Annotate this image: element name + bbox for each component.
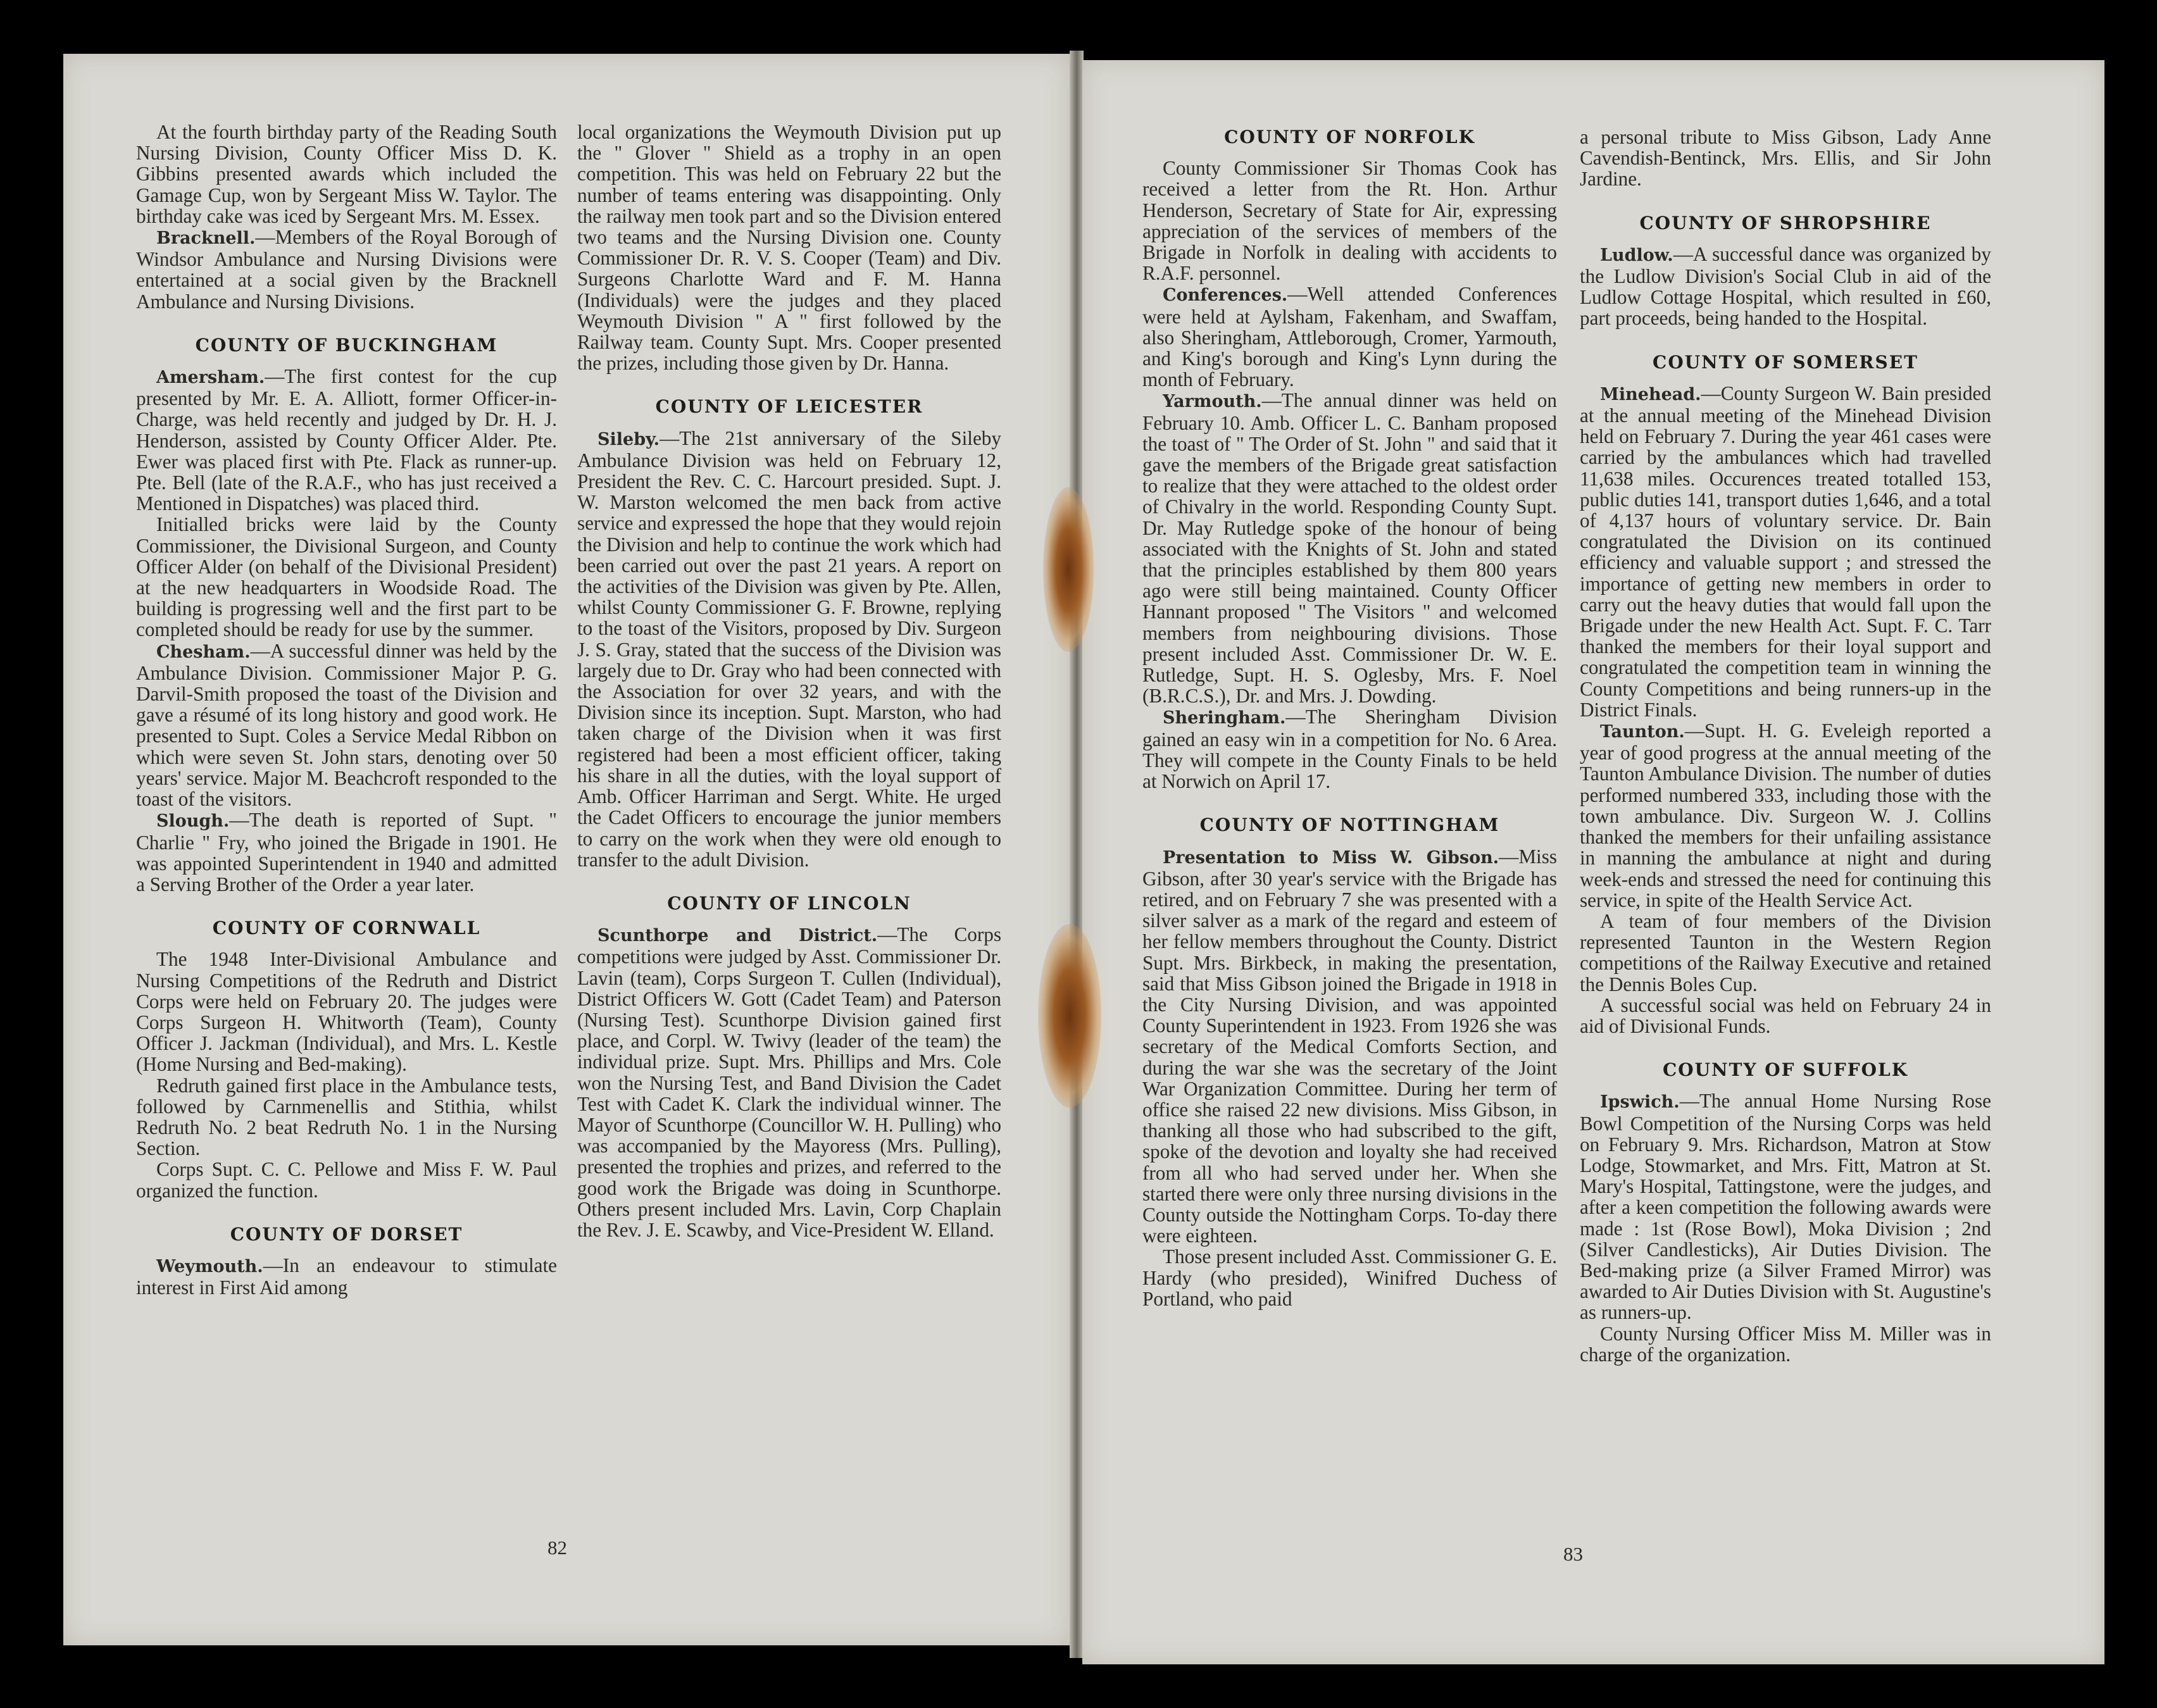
scunthorpe-paragraph: [577, 924, 1001, 1240]
conferences-heading: Conferences.: [1163, 285, 1288, 306]
weymouth-text: —In an endeavour to stimulate interest in First Aid among: [136, 1254, 557, 1299]
scunthorpe-heading: Scunthorpe and District.: [597, 926, 878, 946]
conferences-paragraph: [1142, 284, 1557, 390]
reading-paragraph: At the fourth birthday party of the Reading South Nursing Division, County Officer Miss D. K. Gibbins presented awards which included the Gamage Cup, won by Sergeant Miss W. Taylor. The birthday cake was iced by Sergeant Mrs. M. Essex.: [136, 121, 557, 227]
taunton-paragraph: [1580, 720, 1991, 911]
weymouth-paragraph: [136, 1255, 557, 1298]
page-number-left: 82: [547, 1537, 567, 1559]
heading-somerset: COUNTY OF SOMERSET: [1653, 351, 1918, 373]
left-page-column-2: [577, 122, 1001, 1240]
norfolk-paragraph: County Commissioner Sir Thomas Cook has received a letter from the Rt. Hon. Arthur Henderson, Secretary of State for Air, expressing appreciation of the services of members of the Brigade in Norfolk in dealing with accidents to R.A.F. personnel.: [1142, 157, 1557, 285]
amersham-heading: Amersham.: [156, 368, 265, 388]
heading-norfolk: COUNTY OF NORFOLK: [1224, 127, 1475, 147]
heading-buckingham: COUNTY OF BUCKINGHAM: [195, 334, 498, 356]
initialled-paragraph: Initialled bricks were laid by the County Commissioner, the Divisional Surgeon, and County Officer Alder (on behalf of the Divisional President) at the new headquarters in Woodside Road. The building is progressing well and the first part to be completed should be ready for use by the summer.: [136, 513, 557, 641]
heading-suffolk: COUNTY OF SUFFOLK: [1662, 1059, 1909, 1081]
heading-leicester: COUNTY OF LEICESTER: [655, 396, 923, 418]
yarmouth-paragraph: [1142, 390, 1557, 706]
yarmouth-heading: Yarmouth.: [1163, 392, 1262, 412]
right-page-column-2: [1580, 127, 1991, 1365]
cornwall-paragraph-1: The 1948 Inter-Divisional Ambulance and Nursing Competitions of the Redruth and District Corps were held on February 20. The judges were Corps Surgeon H. Whitworth (Team), County Officer J. Jackman (Individual), and Mrs. L. Kestle (Home Nursing and Bed-making).: [136, 948, 557, 1076]
ipswich-heading: Ipswich.: [1600, 1092, 1680, 1113]
taunton-heading: Taunton.: [1600, 722, 1685, 742]
presentation-heading: Presentation to Miss W. Gibson.: [1163, 847, 1499, 868]
heading-shropshire: COUNTY OF SHROPSHIRE: [1639, 212, 1932, 234]
bracknell-heading: Bracknell.: [156, 228, 256, 249]
slough-paragraph: [136, 809, 557, 895]
slough-heading: Slough.: [156, 811, 230, 832]
yarmouth-text: —The annual dinner was held on February 10. Amb. Officer L. C. Banham proposed the toast of " The Order of St. John " and said that it gave the members of the Brigade great satisfaction to realize that they were attached to the oldest order of Chivalry in the world. Responding County Supt. Dr. May Rutledge spoke of the honour of being associated with the Knights of St. John and stated that the principles established by them 800 years ago were still being maintained. County Officer Hannant proposed " The Visitors " and welcomed members from neighbouring divisions. Those present included Asst. Commissioner Dr. W. E. Rutledge, Supt. H. S. Oglesby, Mrs. F. Noel (B.R.C.S.), Dr. and Mrs. J. Dowding.: [1142, 389, 1557, 708]
ipswich-paragraph: [1580, 1090, 1991, 1323]
sileby-heading: Sileby.: [597, 429, 660, 449]
dorset-continuation: local organizations the Weymouth Division put up the " Glover " Shield as a trophy in an open competition. This was held on February 22 but the number of teams entering was disappointing. Only the railway men took part and so the Division entered two teams and the Nursing Division one. County Commissioner Dr. R. V. S. Cooper (Team) and Div. Surgeons Charlotte Ward and F. M. Hanna (Individuals) were the judges and they placed Weymouth Division " A " first followed by the Railway team. County Supt. Mrs. Cooper presented the prizes, including those given by Dr. Hanna.: [577, 121, 1001, 375]
presentation-paragraph: [1142, 846, 1557, 1247]
chesham-text: —A successful dinner was held by the Ambulance Division. Commissioner Major P. G. Darvil-Smith proposed the toast of the Division and gave a résumé of its long history and good work. He presented to Supt. Coles a Service Medal Ribbon on which were seven St. John stars, denoting over 50 years' service. Major M. Beachcroft responded to the toast of the visitors.: [136, 639, 557, 811]
conferences-text: —Well attended Conferences were held at Aylsham, Fakenham, and Swaffam, also Sheringham, Attleborough, Cromer, Yarmouth, and King's borough and King's Lynn during the month of February.: [1142, 283, 1557, 391]
sheringham-heading: Sheringham.: [1163, 708, 1286, 728]
bracknell-paragraph: [136, 227, 557, 312]
sheringham-paragraph: [1142, 706, 1557, 792]
scunthorpe-text: —The Corps competitions were judged by Asst. Commissioner Dr. Lavin (team), Corps Surgeon T. Cullen (Individual), District Officers W. Gott (Cadet Team) and Paterson (Nursing Test). Scunthorpe Division gained first place, and Corpl. W. Twivy (leader of the team) the individual prize. Supt. Mrs. Phillips and Mrs. Cole won the Nursing Test, and Band Division the Cadet Test with Cadet K. Clark the individual winner. The Mayor of Scunthorpe (Councillor W. H. Pulling) who was accompanied by the Mayoress (Mrs. Pulling), presented the trophies and prizes, and referred to the good work the Brigade was doing in Scunthorpe. Others present included Mrs. Lavin, Corp Chaplain the Rev. J. E. Scawby, and Vice-President W. Elland.: [577, 923, 1001, 1241]
minehead-paragraph: [1580, 383, 1991, 720]
ipswich-text: —The annual Home Nursing Rose Bowl Competition of the Nursing Corps was held on February 9. Mrs. Richardson, Matron at Stow Lodge, Stowmarket, and Mrs. Fitt, Matron at St. Mary's Hospital, Tattingstone, were the judges, and after a keen competition the following awards were made : 1st (Rose Bowl), Moka Division ; 2nd (Silver Candlesticks), Air Duties Division. The Bed-making prize (a Silver Framed Mirror) was awarded to Air Duties Division with St. Augustine's as runners-up.: [1580, 1090, 1991, 1324]
sileby-paragraph: [577, 428, 1001, 870]
ludlow-text: —A successful dance was organized by the Ludlow Division's Social Club in aid of the Ludlow Cottage Hospital, which resulted in £60, part proceeds, being handed to the Hospital.: [1580, 242, 1991, 330]
sheringham-text: —The Sheringham Division gained an easy win in a competition for No. 6 Area. They will compete in the County Finals to be held at Norwich on April 17.: [1142, 706, 1557, 793]
amersham-paragraph: [136, 366, 557, 514]
right-page-column-1: [1142, 127, 1557, 1309]
presentation-text: —Miss Gibson, after 30 year's service with the Brigade has retired, and on February 7 she was presented with a silver salver as a mark of the regard and esteem of her fellow members throughout the County. District Supt. Mrs. Birkbeck, in making the presentation, said that Miss Gibson joined the Brigade in 1918 in the City Nursing Division, and was appointed County Superintendent in 1923. From 1926 she was secretary of the Medical Comforts Section, and during the war she was the secretary of the Joint War Organization Committee. During her term of office she raised 22 new divisions. Miss Gibson, in thanking all those who had subscribed to the gift, spoke of the devotion and loyalty she had received from all who had served under her. When she started there were only three nursing divisions in the County outside the Nottingham Corps. To-day there were eighteen.: [1142, 845, 1557, 1247]
ludlow-heading: Ludlow.: [1600, 245, 1673, 265]
rust-stain-upper: [1043, 487, 1094, 652]
heading-nottingham: COUNTY OF NOTTINGHAM: [1199, 814, 1500, 836]
chesham-heading: Chesham.: [156, 642, 251, 662]
minehead-text: —County Surgeon W. Bain presided at the annual meeting of the Minehead Division held on February 7. During the year 461 cases were carried by the ambulances which had travelled 11,638 miles. Occurences treated totalled 153, public duties 141, transport duties 1,646, and a total of 4,137 hours of voluntary service. Dr. Bain congratulated the Division on its continued efficiency and valuable support ; and stressed the importance of getting new members in order to carry out the heavy duties that would fall upon the Brigade under the new Health Act. Supt. F. C. Tarr thanked the members for their loyal support and congratulated the competition team in winning the County Competitions and being runners-up in the District Finals.: [1580, 382, 1991, 721]
weymouth-heading: Weymouth.: [156, 1256, 263, 1276]
heading-lincoln: COUNTY OF LINCOLN: [667, 892, 911, 914]
rust-stain-lower: [1038, 924, 1101, 1107]
suffolk-paragraph-2: County Nursing Officer Miss M. Miller was in charge of the organization.: [1580, 1322, 1991, 1366]
heading-cornwall: COUNTY OF CORNWALL: [212, 918, 481, 939]
slough-text: —The death is reported of Supt. " Charlie " Fry, who joined the Brigade in 1901. He was appointed Superintendent in 1940 and admitted a Serving Brother of the Order a year later.: [136, 809, 557, 895]
taunton-paragraph-2: A team of four members of the Division represented Taunton in the Western Region competitions of the Railway Executive and retained the Dennis Boles Cup.: [1580, 909, 1991, 995]
taunton-paragraph-3: A successful social was held on February 24 in aid of Divisional Funds.: [1580, 994, 1991, 1037]
nottingham-continuation: a personal tribute to Miss Gibson, Lady Anne Cavendish-Bentinck, Mrs. Ellis, and Sir John Jardine.: [1580, 126, 1991, 190]
amersham-text: —The first contest for the cup presented by Mr. E. A. Alliott, former Officer-in-Charge, was held recently and judged by Dr. H. J. Henderson, assisted by County Officer Alder. Pte. Ewer was placed first with Pte. Flack as runner-up. Pte. Bell (late of the R.A.F., who has just received a Mentioned in Dispatches) was placed third.: [136, 365, 557, 515]
heading-dorset: COUNTY OF DORSET: [230, 1223, 463, 1245]
sileby-text: —The 21st anniversary of the Sileby Ambulance Division was held on February 12, President the Rev. C. C. Harcourt presided. Supt. J. W. Marston welcomed the men back from active service and expressed the hope that they would rejoin the Division and help to continue the work which had been carried out over the past 21 years. A report on the activities of the Division was given by Pte. Allen, whilst County Commissioner G. F. Browne, replying to the toast of the Visitors, proposed by Div. Surgeon J. S. Gray, stated that the success of the Division was largely due to Dr. Gray who had been connected with the Association for over 32 years, and with the Division since its inception. Supt. Marston, who had taken charge of the Division when it was first registered had been a most efficient officer, taking his share in all the duties, with the loyal support of Amb. Officer Harriman and Sergt. White. He urged the Cadet Officers to encourage the junior members to carry on the work when they were old enough to transfer to the adult Division.: [577, 427, 1001, 871]
minehead-heading: Minehead.: [1600, 384, 1701, 404]
page-number-right: 83: [1563, 1543, 1583, 1565]
binding-gutter: [1070, 51, 1084, 1658]
cornwall-paragraph-3: Corps Supt. C. C. Pellowe and Miss F. W. Paul organized the function.: [136, 1158, 557, 1202]
left-page-column-1: [136, 122, 557, 1298]
ludlow-paragraph: [1580, 244, 1991, 329]
those-present-paragraph: Those present included Asst. Commissioner G. E. Hardy (who presided), Winifred Duchess of Portland, who paid: [1142, 1245, 1557, 1310]
taunton-text: —Supt. H. G. Eveleigh reported a year of good progress at the annual meeting of the Taunton Ambulance Division. The number of duties performed numbered 333, including those with the town ambulance. Div. Surgeon W. J. Collins thanked the members for their unfailing assistance in manning the ambulance at night and during week-ends and stressed the need for continuing this service, in spite of the Health Service Act.: [1580, 720, 1991, 911]
cornwall-paragraph-2: Redruth gained first place in the Ambulance tests, followed by Carnmenellis and Stithia, whilst Redruth No. 2 beat Redruth No. 1 in the Nursing Section.: [136, 1074, 557, 1160]
bracknell-text: —Members of the Royal Borough of Windsor Ambulance and Nursing Divisions were entertained at a social given by the Bracknell Ambulance and Nursing Divisions.: [136, 226, 557, 313]
chesham-paragraph: [136, 640, 557, 810]
